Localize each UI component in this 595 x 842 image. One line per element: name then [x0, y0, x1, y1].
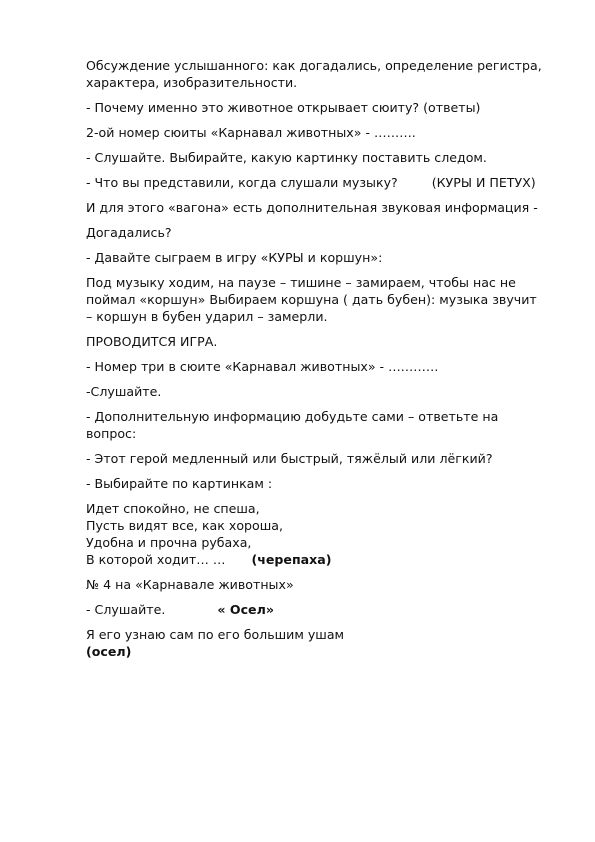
answer-donkey: (осел) — [86, 644, 132, 659]
paragraph-game-intro: - Давайте сыграем в игру «КУРЫ и коршун»: — [86, 250, 383, 265]
poem-answer: (черепаха) — [251, 552, 332, 567]
paragraph-hero-question: - Этот герой медленный или быстрый, тяжёлый или лёгкий? — [86, 451, 493, 466]
paragraph-game-held: ПРОВОДИТСЯ ИГРА. — [86, 334, 218, 349]
paragraph-question-suite: - Почему именно это животное открывает сюиту? (ответы) — [86, 100, 481, 115]
paragraph-choose-pictures: - Выбирайте по картинкам : — [86, 476, 273, 491]
poem-riddle — [86, 500, 546, 568]
poem-line-final — [86, 551, 546, 568]
donkey-title: « Осел» — [217, 602, 274, 617]
paragraph-listen: -Слушайте. — [86, 384, 162, 399]
paragraph-what-imagined — [86, 174, 546, 191]
poem-line-text: В которой ходит… … — [86, 552, 226, 567]
paragraph-number-three: - Номер три в сюите «Карнавал животных» - ………… — [86, 359, 439, 374]
paragraph-game-rules: Под музыку ходим, на паузе – тишине – замираем, чтобы нас не поймал «коршун» Выбираем коршуна ( дать бубен): музыка звучит – коршун в бубен ударил – замерли. — [86, 275, 537, 324]
paragraph-second-number: 2-ой номер сюиты «Карнавал животных» - ………. — [86, 125, 416, 140]
poem-line: Идет спокойно, не спеша, — [86, 501, 260, 516]
paragraph-riddle-donkey: Я его узнаю сам по его большим ушам — [86, 627, 345, 642]
listen-text: - Слушайте. — [86, 602, 166, 617]
paragraph-wagon-info: И для этого «вагона» есть дополнительная звуковая информация - — [86, 200, 538, 215]
paragraph-discussion: Обсуждение услышанного: как догадались, определение регистра, характера, изобразительности. — [86, 58, 542, 90]
paragraph-listen-donkey — [86, 601, 546, 618]
poem-line: Удобна и прочна рубаха, — [86, 535, 252, 550]
poem-line: Пусть видят все, как хороша, — [86, 518, 283, 533]
document-body — [86, 57, 546, 660]
paragraph-listen-choose: - Слушайте. Выбирайте, какую картинку поставить следом. — [86, 150, 487, 165]
question-text: - Что вы представили, когда слушали музыку? — [86, 175, 398, 190]
paragraph-number-four: № 4 на «Карнавале животных» — [86, 577, 294, 592]
paragraph-extra-info: - Дополнительную информацию добудьте сами – ответьте на вопрос: — [86, 409, 499, 441]
paragraph-guessed: Догадались? — [86, 225, 172, 240]
answer-hens-rooster: (КУРЫ И ПЕТУХ) — [431, 175, 536, 190]
